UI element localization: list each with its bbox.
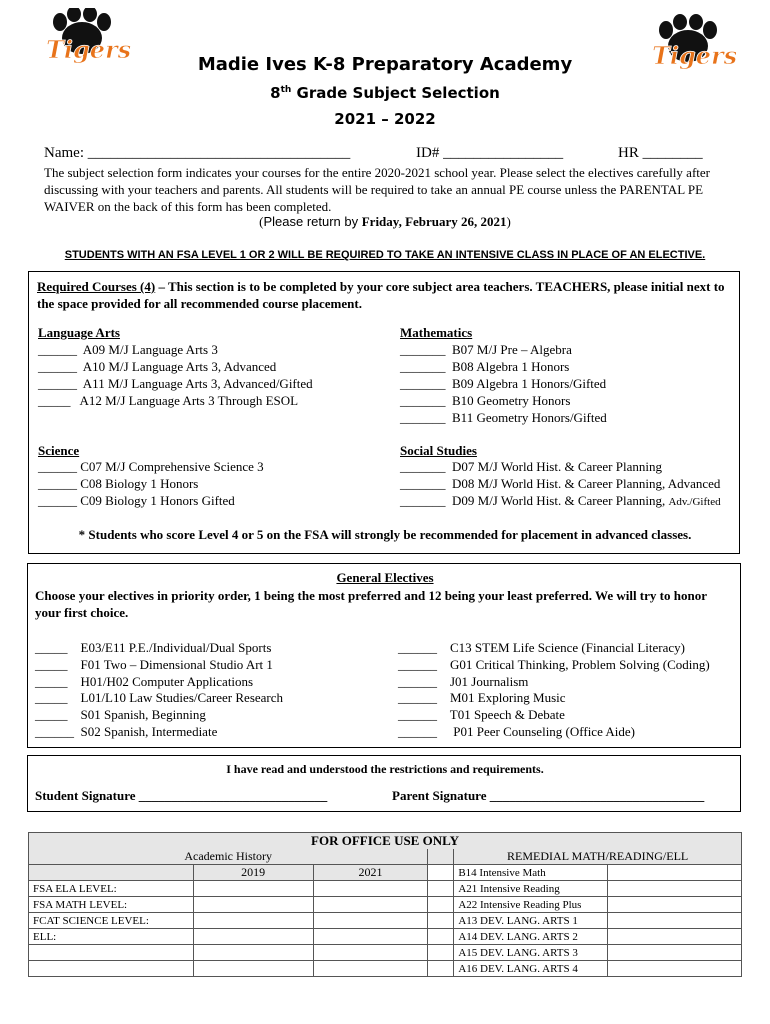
office-spacer-cell: [428, 897, 454, 913]
school-title: Madie Ives K-8 Preparatory Academy: [197, 54, 573, 75]
elective-f01[interactable]: _____ F01 Two – Dimensional Studio Art 1: [35, 657, 273, 672]
remedial-header: REMEDIAL MATH/READING/ELL: [454, 849, 742, 865]
school-year: 2021 – 2022: [334, 110, 436, 128]
fsa-ela-level-label: FSA ELA LEVEL:: [29, 881, 194, 897]
remedial-a22-value[interactable]: [608, 897, 742, 913]
elective-g01[interactable]: ______ G01 Critical Thinking, Problem Solving (Coding): [398, 657, 710, 672]
elective-j01[interactable]: ______ J01 Journalism: [398, 674, 529, 689]
ell-2021[interactable]: [313, 929, 428, 945]
course-b08[interactable]: _______ B08 Algebra 1 Honors: [400, 359, 570, 374]
elective-c13[interactable]: ______ C13 STEM Life Science (Financial Literacy): [398, 640, 686, 655]
fsa-ela-2021[interactable]: [313, 881, 428, 897]
fsa-ela-2019[interactable]: [193, 881, 313, 897]
ell-2019[interactable]: [193, 929, 313, 945]
fsa-math-2021[interactable]: [313, 897, 428, 913]
id-field[interactable]: ID# ________________: [416, 145, 564, 161]
fsa-notice: STUDENTS WITH AN FSA LEVEL 1 OR 2 WILL BE REQUIRED TO TAKE AN INTENSIVE CLASS IN PLACE OF AN ELECTIVE.: [64, 249, 706, 261]
course-d08[interactable]: _______ D08 M/J World Hist. & Career Planning, Advanced: [400, 476, 721, 491]
science-title: Science: [38, 443, 80, 458]
remedial-a16-value[interactable]: [608, 961, 742, 977]
intro-paragraph: The subject selection form indicates your courses for the entire 2020-2021 school year. Please select the electives carefully after discussing with your teachers and parents. All students will be required to take an annual PE course unless the PARENTAL PE WAIVER on the back of this form has been completed.: [44, 165, 710, 214]
year-2019-header: 2019: [193, 865, 313, 881]
office-left-label-5: [29, 945, 194, 961]
elective-s01[interactable]: _____ S01 Spanish, Beginning: [35, 707, 206, 722]
signature-statement: I have read and understood the restrictions and requirements.: [226, 762, 544, 776]
course-d09[interactable]: _______ D09 M/J World Hist. & Career Planning, Adv./Gifted: [400, 493, 721, 508]
remedial-a13: A13 DEV. LANG. ARTS 1: [454, 913, 608, 929]
remedial-b14: B14 Intensive Math: [454, 865, 608, 881]
elective-t01[interactable]: ______ T01 Speech & Debate: [398, 707, 565, 722]
office-use-table: [28, 832, 742, 977]
remedial-a16: A16 DEV. LANG. ARTS 4: [454, 961, 608, 977]
office-spacer-cell: [428, 929, 454, 945]
fsa-advanced-note: * Students who score Level 4 or 5 on the FSA will strongly be recommended for placement in advanced classes.: [78, 527, 692, 542]
fcat-science-2021[interactable]: [313, 913, 428, 929]
office-spacer-cell: [428, 865, 454, 881]
office-blank-cell[interactable]: [313, 945, 428, 961]
course-c08[interactable]: ______ C08 Biology 1 Honors: [38, 476, 199, 491]
office-left-label-0: [29, 865, 194, 881]
office-spacer-cell: [428, 961, 454, 977]
year-2021-header: 2021: [313, 865, 428, 881]
course-b07[interactable]: _______ B07 M/J Pre – Algebra: [400, 342, 572, 357]
remedial-b14-value[interactable]: [608, 865, 742, 881]
fcat-science-level-label: FCAT SCIENCE LEVEL:: [29, 913, 194, 929]
fsa-math-2019[interactable]: [193, 897, 313, 913]
grade-subject-title: 8th Grade Subject Selection: [270, 84, 500, 102]
office-use-title: FOR OFFICE USE ONLY: [29, 833, 742, 850]
office-blank-cell[interactable]: [193, 961, 313, 977]
remedial-a21-value[interactable]: [608, 881, 742, 897]
course-b09[interactable]: _______ B09 Algebra 1 Honors/Gifted: [400, 376, 607, 391]
office-spacer-cell: [428, 881, 454, 897]
social-studies-title: Social Studies: [400, 443, 477, 458]
remedial-a22: A22 Intensive Reading Plus: [454, 897, 608, 913]
elective-s02[interactable]: ______ S02 Spanish, Intermediate: [35, 724, 218, 739]
course-a12[interactable]: _____ A12 M/J Language Arts 3 Through ESOL: [38, 393, 299, 408]
remedial-a14-value[interactable]: [608, 929, 742, 945]
hr-field[interactable]: HR ________: [618, 145, 703, 161]
course-a09[interactable]: ______ A09 M/J Language Arts 3: [38, 342, 218, 357]
course-a10[interactable]: ______ A10 M/J Language Arts 3, Advanced: [38, 359, 277, 374]
elective-e03[interactable]: _____ E03/E11 P.E./Individual/Dual Sports: [35, 640, 272, 655]
electives-instructions: Choose your electives in priority order, 1 being the most preferred and 12 being your least preferred. We will try to honor your first choice.: [35, 588, 707, 620]
remedial-a15-value[interactable]: [608, 945, 742, 961]
name-field[interactable]: Name: ___________________________________: [44, 145, 351, 161]
mathematics-title: Mathematics: [400, 325, 473, 340]
required-courses-box: [28, 271, 740, 554]
return-by-note: (Please return by Friday, February 26, 2021): [259, 214, 511, 229]
office-spacer-cell: [428, 945, 454, 961]
elective-p01[interactable]: ______ P01 Peer Counseling (Office Aide): [398, 724, 635, 739]
office-spacer-cell: [428, 849, 454, 865]
course-b10[interactable]: _______ B10 Geometry Honors: [400, 393, 571, 408]
elective-l01[interactable]: _____ L01/L10 Law Studies/Career Research: [35, 690, 284, 705]
remedial-a21: A21 Intensive Reading: [454, 881, 608, 897]
office-blank-cell[interactable]: [193, 945, 313, 961]
office-left-label-6: [29, 961, 194, 977]
parent-signature-field[interactable]: Parent Signature _________________________________: [392, 788, 705, 803]
tigers-logo-text-right: Tigers: [652, 41, 736, 70]
academic-history-header: Academic History: [29, 849, 428, 865]
remedial-a14: A14 DEV. LANG. ARTS 2: [454, 929, 608, 945]
course-c07[interactable]: ______ C07 M/J Comprehensive Science 3: [38, 459, 264, 474]
office-blank-cell[interactable]: [313, 961, 428, 977]
fcat-science-2019[interactable]: [193, 913, 313, 929]
remedial-a15: A15 DEV. LANG. ARTS 3: [454, 945, 608, 961]
course-b11[interactable]: _______ B11 Geometry Honors/Gifted: [400, 410, 607, 425]
electives-title: General Electives: [336, 570, 434, 585]
office-spacer-cell: [428, 913, 454, 929]
fsa-math-level-label: FSA MATH LEVEL:: [29, 897, 194, 913]
elective-m01[interactable]: ______ M01 Exploring Music: [398, 690, 566, 705]
remedial-a13-value[interactable]: [608, 913, 742, 929]
student-signature-field[interactable]: Student Signature _____________________________: [35, 788, 328, 803]
required-heading: Required Courses (4) – This section is to be completed by your core subject area teachers. TEACHERS, please initial next to the space provided for all recommended course placement.: [37, 279, 725, 311]
elective-h01[interactable]: _____ H01/H02 Computer Applications: [35, 674, 254, 689]
ell-label: ELL:: [29, 929, 194, 945]
course-a11[interactable]: ______ A11 M/J Language Arts 3, Advanced/Gifted: [38, 376, 313, 391]
language-arts-title: Language Arts: [38, 325, 120, 340]
tigers-logo-text-left: Tigers: [46, 35, 132, 64]
course-d07[interactable]: _______ D07 M/J World Hist. & Career Planning: [400, 459, 662, 474]
course-c09[interactable]: ______ C09 Biology 1 Honors Gifted: [38, 493, 235, 508]
